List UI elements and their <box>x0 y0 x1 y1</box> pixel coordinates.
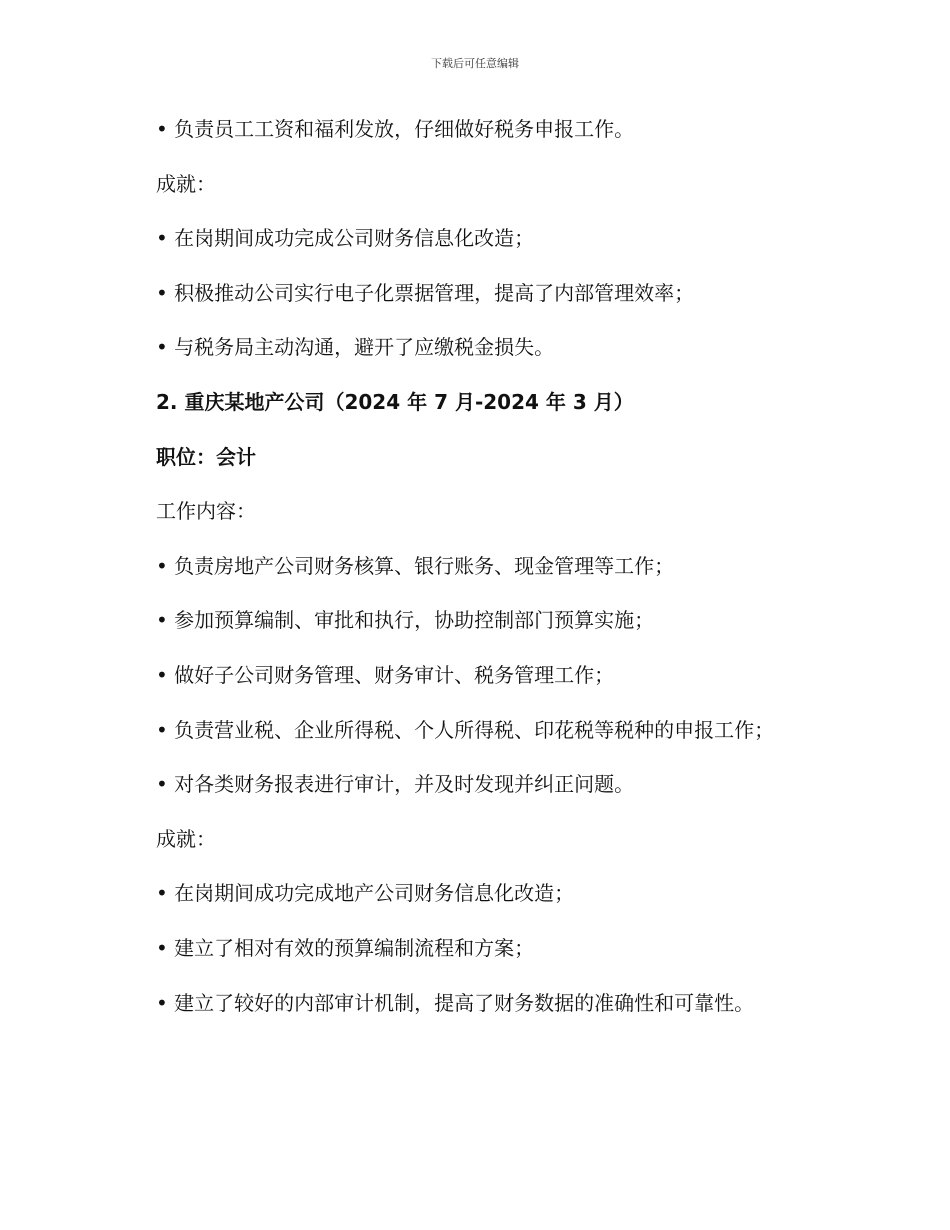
bullet-item: • 负责员工工资和福利发放，仔细做好税务申报工作。 <box>156 117 635 141</box>
job-heading: 2. 重庆某地产公司（2024 年 7 月-2024 年 3 月） <box>156 389 634 414</box>
document-body <box>156 113 856 1041</box>
section-label-achievements: 成就： <box>156 171 216 196</box>
bullet-item: • 在岗期间成功完成地产公司财务信息化改造； <box>156 881 575 906</box>
position-heading: 职位：会计 <box>156 444 256 469</box>
bullet-item: • 负责房地产公司财务核算、银行账务、现金管理等工作； <box>156 553 675 578</box>
bullet-item: • 参加预算编制、审批和执行，协助控制部门预算实施； <box>156 608 655 633</box>
bullet-item: • 对各类财务报表进行审计，并及时发现并纠正问题。 <box>156 772 635 797</box>
bullet-item: • 建立了相对有效的预算编制流程和方案； <box>156 935 535 960</box>
bullet-item: • 负责营业税、企业所得税、个人所得税、印花税等税种的申报工作； <box>156 717 775 742</box>
bullet-item: • 在岗期间成功完成公司财务信息化改造； <box>156 226 535 251</box>
section-label-achievements: 成就： <box>156 826 216 851</box>
bullet-item: • 建立了较好的内部审计机制，提高了财务数据的准确性和可靠性。 <box>156 990 755 1015</box>
bullet-item: • 与税务局主动沟通，避开了应缴税金损失。 <box>156 335 555 360</box>
bullet-item: • 积极推动公司实行电子化票据管理，提高了内部管理效率； <box>156 280 695 305</box>
bullet-item: • 做好子公司财务管理、财务审计、税务管理工作； <box>156 662 615 687</box>
section-label-responsibilities: 工作内容： <box>156 499 256 524</box>
page-header-note: 下载后可任意编辑 <box>431 57 519 70</box>
